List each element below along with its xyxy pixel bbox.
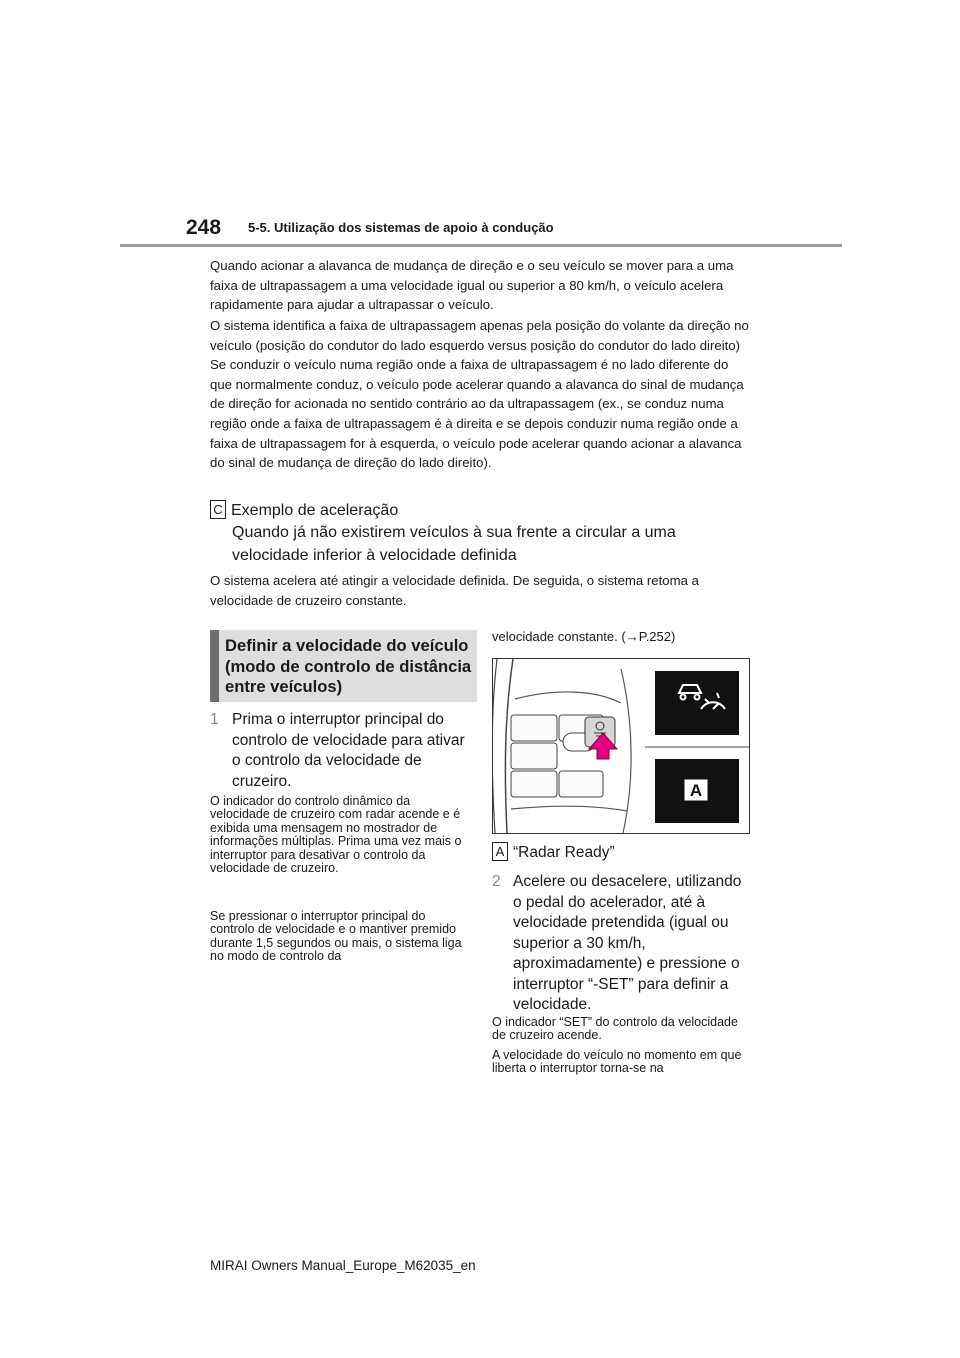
- paragraph-lane-identification: O sistema identifica a faixa de ultrapassagem apenas pela posição do volante da direção no veículo (posição do condutor do lado esquerdo versus posição do condutor do lado direito) Se conduzir o veículo numa região onde a faixa de ultrapassagem é no lado diferente do que normalmente conduz, o veículo pode acelerar quando a alavanca do sinal de mudança de direção for acionada no sentido contrário ao da ultrapassagem (ex., se conduz numa região onde a faixa de ultrapassagem é à direita e se depois conduzir numa região onde a faixa de ultrapassagem for à esquerda, o veículo pode acelerar quando acionar a alavanca do sinal de mudança de direção do lado direito).: [210, 318, 749, 471]
- section-heading-box: [210, 630, 477, 702]
- figure-letter-box: A: [492, 842, 508, 861]
- step-1-text: Prima o interruptor principal do controlo de velocidade para ativar o controlo da velocidade de cruzeiro.: [232, 711, 465, 790]
- step-2: [492, 872, 754, 1016]
- paragraph-overtaking-acceleration: Quando acionar a alavanca de mudança de direção e o seu veículo se mover para a uma faixa de ultrapassagem a uma velocidade igual ou superior a 80 km/h, o veículo acelera rapidamente para ajudar a ultrapassar o veículo.: [210, 258, 734, 313]
- step-2-note-1: O indicador “SET” do controlo da velocidade de cruzeiro acende.: [492, 1015, 738, 1043]
- example-title: Exemplo de aceleração: [231, 502, 399, 519]
- step-2-note-2: A velocidade do veículo no momento em que liberta o interruptor torna-se na: [492, 1048, 742, 1076]
- example-note: O sistema acelera até atingir a velocidade definida. De seguida, o sistema retoma a velocidade de cruzeiro constante.: [210, 573, 699, 608]
- steering-switch-figure: [492, 658, 750, 834]
- figure-caption: “Radar Ready”: [513, 844, 615, 861]
- header-divider: [120, 244, 842, 247]
- footer-doc-id: MIRAI Owners Manual_Europe_M62035_en: [210, 1258, 476, 1273]
- step-2-text: Acelere ou desacelere, utilizando o pedal do acelerador, até à velocidade pretendida (igual ou superior a 30 km/h, aproximadamente) e pressione o interruptor “-SET” para definir a velocidade.: [513, 873, 742, 1013]
- continuation-text: velocidade constante. (→P.252): [492, 629, 676, 644]
- section-title: 5-5. Utilização dos sistemas de apoio à condução: [248, 220, 554, 235]
- step-1: [210, 710, 470, 792]
- step-1-note-2: Se pressionar o interruptor principal do controlo de velocidade e o mantiver premido durante 1,5 segundos ou mais, o sistema liga no modo de controlo da: [210, 909, 462, 964]
- step-1-number: 1: [210, 711, 219, 728]
- example-subtitle: Quando já não existirem veículos à sua frente a circular a uma velocidade inferior à velocidade definida: [232, 524, 676, 564]
- step-2-number: 2: [492, 873, 501, 890]
- example-letter-box: C: [210, 500, 226, 519]
- step-1-note-1: O indicador do controlo dinâmico da velocidade de cruzeiro com radar acende e é exibida uma mensagem no mostrador de informações múltiplas. Prima uma vez mais o interruptor para desativar o controlo da velocidade de cruzeiro.: [210, 794, 462, 876]
- steering-wheel-illustration: [493, 659, 749, 833]
- page-number: 248: [186, 216, 222, 239]
- figure-caption-row: [492, 842, 615, 863]
- section-heading: Definir a velocidade do veículo (modo de controlo de distância entre veículos): [225, 636, 472, 696]
- example-heading: [210, 500, 398, 522]
- svg-text:A: A: [689, 781, 703, 800]
